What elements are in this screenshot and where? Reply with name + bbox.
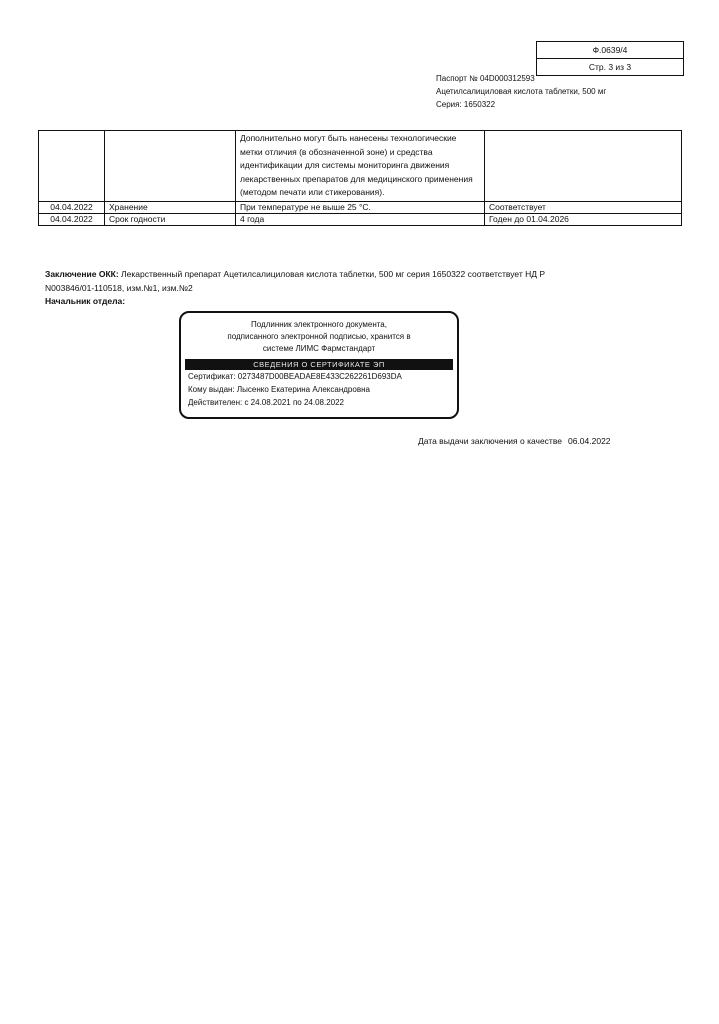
- e-signature-stamp: [179, 311, 459, 419]
- passport-header: [436, 72, 606, 111]
- cell-parameter: Срок годности: [105, 213, 236, 225]
- cell-result: [485, 131, 682, 202]
- qc-conclusion: [45, 268, 585, 295]
- quality-table: [38, 130, 682, 226]
- stamp-line-1: Подлинник электронного документа,: [251, 320, 387, 329]
- stamp-validity: Действителен: с 24.08.2021 по 24.08.2022: [188, 398, 344, 407]
- department-head-label: Начальник отдела:: [45, 296, 126, 306]
- cell-result: Соответствует: [485, 201, 682, 213]
- conclusion-label: Заключение ОКК:: [45, 269, 119, 279]
- issue-date-label: Дата выдачи заключения о качестве: [418, 436, 562, 446]
- cell-requirement: 4 года: [236, 213, 485, 225]
- stamp-line-2: подписанного электронной подписью, хранится в: [227, 332, 411, 341]
- cell-requirement: При температуре не выше 25 °С.: [236, 201, 485, 213]
- issue-date-value: 06.04.2022: [567, 436, 611, 446]
- cell-parameter: [105, 131, 236, 202]
- form-code-box: [536, 41, 684, 76]
- table-row: [39, 213, 682, 225]
- table-row: [39, 201, 682, 213]
- stamp-line-3: системе ЛИМС Фармстандарт: [262, 344, 376, 353]
- stamp-certificate-bar: СВЕДЕНИЯ О СЕРТИФИКАТЕ ЭП: [185, 359, 453, 370]
- cell-date: [39, 131, 105, 202]
- table-row: [39, 131, 682, 202]
- cell-parameter: Хранение: [105, 201, 236, 213]
- cell-date: 04.04.2022: [39, 201, 105, 213]
- form-code: Ф.0639/4: [592, 45, 628, 55]
- product-name: Ацетилсалициловая кислота таблетки, 500 мг: [436, 87, 607, 96]
- page-number: Стр. 3 из 3: [537, 58, 683, 75]
- cell-date: 04.04.2022: [39, 213, 105, 225]
- series-number: Серия: 1650322: [436, 100, 496, 109]
- issue-date-line: [418, 436, 611, 446]
- cell-requirement: Дополнительно могут быть нанесены технологические метки отличия (в обозначенной зоне) и средства идентификации для системы мониторинга движения лекарственных препаратов для медицинского применения (методом печати или стикерования).: [236, 131, 485, 202]
- passport-number: Паспорт № 04D000312593: [436, 74, 535, 83]
- stamp-certificate-number: Сертификат: 0273487D00BEADAE8E433C262261D693DA: [188, 372, 402, 381]
- conclusion-text: Лекарственный препарат Ацетилсалициловая кислота таблетки, 500 мг серия 1650322 соответствует НД Р N003846/01-110518, изм.№1, изм.№2: [45, 269, 546, 293]
- stamp-notice: [181, 319, 457, 355]
- cell-result: Годен до 01.04.2026: [485, 213, 682, 225]
- stamp-issued-to: Кому выдан: Лысенко Екатерина Александровна: [188, 385, 370, 394]
